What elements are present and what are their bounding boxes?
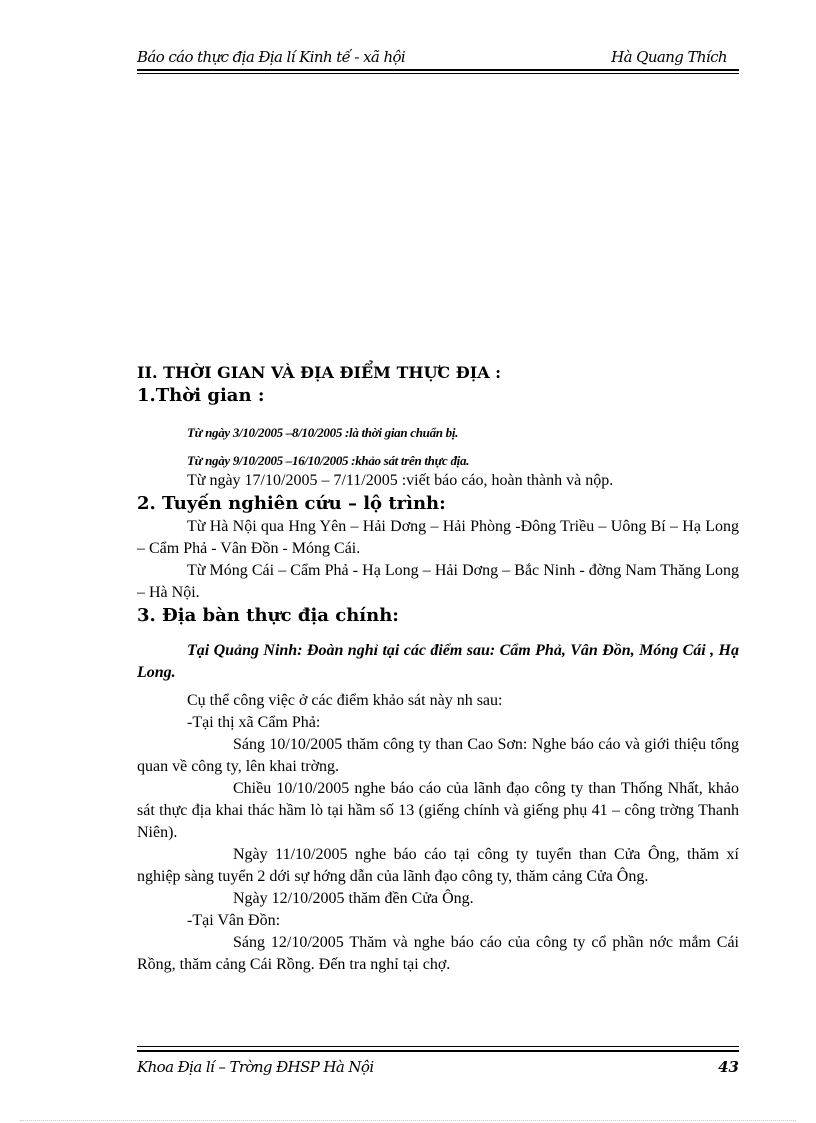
cam-pha-item-2: Chiều 10/10/2005 nghe báo cáo của lãnh đạo công ty than Thống Nhất, khảo sát thực địa khai thác hầm lò tại hầm số 13 (giếng chính và giếng phụ 41 – công trờng Thanh Niên). [137, 780, 739, 841]
time-prep: Từ ngày 3/10/2005 –8/10/2005 :là thời gian chuẩn bị. [187, 425, 459, 440]
footer-institution: Khoa Địa lí – Trờng ĐHSP Hà Nội [137, 1058, 374, 1076]
work-intro: Cụ thể công việc ở các điểm khảo sát này nh sau: [187, 692, 503, 709]
page-edge-divider [20, 1120, 796, 1122]
page-number: 43 [718, 1058, 739, 1076]
cam-pha-item-3: Ngày 11/10/2005 nghe báo cáo tại công ty tuyển than Cửa Ông, thăm xí nghiệp sàng tuyển 2 dới sự hớng dẫn của lãnh đạo công ty, thăm cảng Cửa Ông. [137, 846, 739, 885]
subheading-area: 3. Địa bàn thực địa chính: [137, 605, 399, 626]
header-rule-thick [137, 69, 739, 71]
page-footer [137, 1058, 739, 1080]
cam-pha-item-4: Ngày 12/10/2005 thăm đền Cửa Ông. [233, 890, 474, 907]
subheading-route: 2. Tuyến nghiên cứu – lộ trình: [137, 493, 446, 514]
header-author: Hà Quang Thích [611, 48, 727, 66]
time-report: Từ ngày 17/10/2005 – 7/11/2005 :viết báo cáo, hoàn thành và nộp. [187, 472, 614, 489]
footer-rule-thin [137, 1046, 739, 1047]
footer-rule-thick [137, 1050, 739, 1052]
page-header [137, 48, 739, 70]
van-don-item-1: Sáng 12/10/2005 Thăm và nghe báo cáo của công ty cổ phần nớc mắm Cái Rồng, thăm cảng Cái Rồng. Đến tra nghỉ tại chợ. [137, 934, 739, 973]
area-locations: Tại Quảng Ninh: Đoàn nghỉ tại các điểm sau: Cẩm Phả, Vân Đồn, Móng Cái , Hạ Long. [137, 642, 739, 681]
location-van-don: -Tại Vân Đồn: [187, 912, 281, 929]
section-title: II. THỜI GIAN VÀ ĐỊA ĐIỂM THỰC ĐỊA : [137, 363, 502, 382]
header-rule-thin [137, 73, 739, 74]
route-outbound: Từ Hà Nội qua Hng Yên – Hải Dơng – Hải Phòng -Đông Triều – Uông Bí – Hạ Long – Cẩm Phả - Vân Đồn - Móng Cái. [137, 518, 739, 557]
subheading-time: 1.Thời gian : [137, 385, 265, 406]
document-body [137, 362, 739, 976]
cam-pha-item-1: Sáng 10/10/2005 thăm công ty than Cao Sơn: Nghe báo cáo và giới thiệu tổng quan về công ty, lên khai trờng. [137, 736, 739, 775]
header-title: Báo cáo thực địa Địa lí Kinh tế - xã hội [137, 48, 406, 66]
time-survey: Từ ngày 9/10/2005 –16/10/2005 :khảo sát trên thực địa. [187, 453, 470, 468]
location-cam-pha: -Tại thị xã Cẩm Phả: [187, 714, 321, 731]
route-return: Từ Móng Cái – Cẩm Phả - Hạ Long – Hải Dơng – Bắc Ninh - đờng Nam Thăng Long – Hà Nội. [137, 562, 739, 601]
